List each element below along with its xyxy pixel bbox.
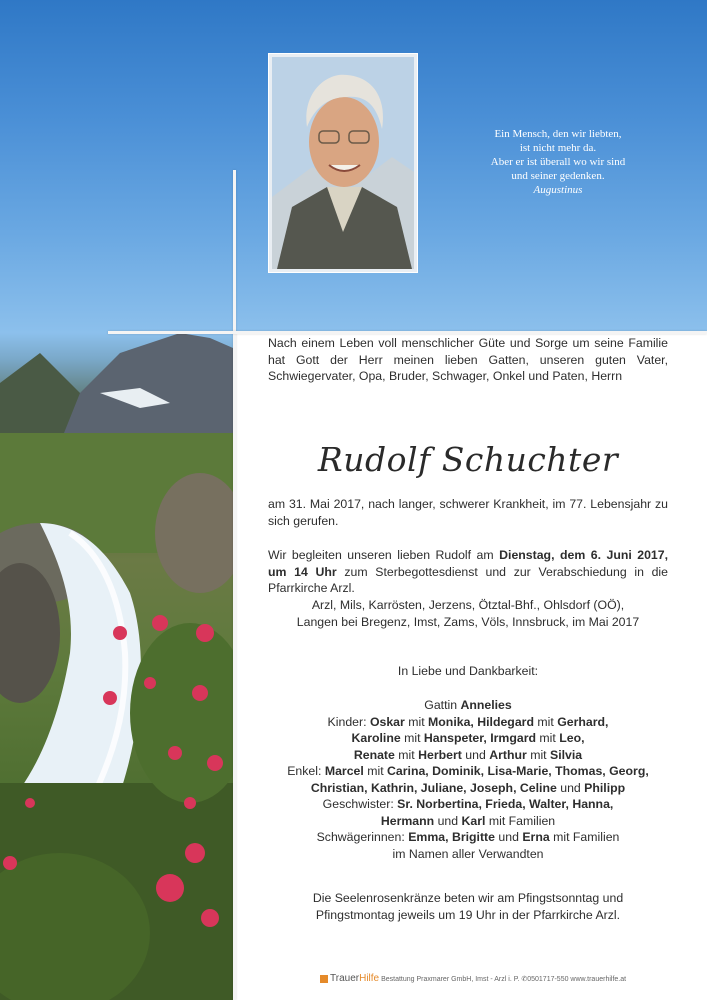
portrait-photo	[268, 53, 418, 273]
family-siblings-2	[268, 813, 668, 830]
thanks-line: In Liebe und Dankbarkeit:	[397, 664, 539, 678]
family-children-3	[268, 747, 668, 764]
child-name: Hanspeter, Irmgard	[423, 731, 536, 745]
children-label: Kinder:	[327, 714, 370, 729]
connector: mit Familien	[549, 830, 620, 844]
child-name: Renate	[353, 747, 395, 762]
family-siblings-1	[268, 796, 668, 813]
cross-vertical-beam	[233, 170, 236, 1000]
deceased-name: Rudolf Schuchter	[317, 440, 619, 479]
inlaw-name: Emma, Brigitte	[408, 830, 495, 844]
connector: und	[494, 830, 523, 844]
footer-text: Bestattung Praxmarer GmbH, Imst - Arzl i. P. ✆0501717-550 www.trauerhilfe.at	[381, 976, 627, 983]
grandchild-name: Christian, Kathrin, Juliane, Joseph, Celine	[310, 780, 557, 795]
rosary-line: Die Seelenrosenkränze beten wir am Pfingstsonntag und	[312, 891, 624, 905]
places-line: Arzl, Mils, Karrösten, Jerzens, Ötztal-Bhf., Ohlsdorf (OÖ),	[311, 598, 625, 612]
quote-line: ist nicht mehr da.	[519, 142, 597, 154]
rosary-line: Pfingstmontag jeweils um 19 Uhr in der Pfarrkirche Arzl.	[315, 907, 621, 922]
footer	[320, 973, 700, 984]
quote-line: und seiner gedenken.	[511, 170, 605, 182]
footer-brand	[330, 973, 379, 984]
child-name: Oskar	[369, 714, 405, 729]
connector: mit	[400, 731, 424, 745]
grandchild-name: Carina, Dominik, Lisa-Marie, Thomas, Georg,	[387, 764, 649, 778]
child-name: Karoline	[351, 731, 401, 745]
funeral-date: Dienstag, dem 6. Juni 2017, um 14 Uhr	[268, 548, 669, 579]
child-name: Leo,	[559, 731, 585, 745]
connector: mit	[536, 731, 560, 745]
places-line: Langen bei Bregenz, Imst, Zams, Völs, Innsbruck, im Mai 2017	[296, 614, 640, 629]
funeral-paragraph	[268, 547, 668, 597]
family-inlaws	[268, 829, 668, 846]
child-name: Silvia	[550, 747, 583, 762]
connector: mit Familien	[485, 813, 556, 828]
connector: mit	[533, 714, 558, 729]
memorial-quote	[478, 127, 638, 197]
sibling-name: Karl	[461, 813, 486, 828]
intro-paragraph: Nach einem Leben voll menschlicher Güte und Sorge um seine Familie hat Gott der Herr meinen lieben Gatten, unseren guten Vater, Schwiegervater, Opa, Bruder, Schwager, Onkel und Paten, Herrn	[268, 336, 668, 383]
child-name: Monika, Hildegard	[428, 714, 534, 729]
inlaw-name: Erna	[522, 830, 550, 844]
funeral-post: zum Sterbegottesdienst und zur Verabschiedung in die Pfarrkirche Arzl.	[268, 564, 668, 595]
grandchildren-label: Enkel:	[287, 764, 325, 778]
wife-label: Gattin	[424, 698, 461, 712]
child-name: Arthur	[489, 747, 527, 762]
child-name: Herbert	[418, 747, 462, 762]
wife-name: Annelies	[460, 698, 512, 712]
connector: mit	[394, 747, 419, 762]
connector: mit	[526, 747, 551, 762]
inlaws-label: Schwägerinnen:	[316, 830, 409, 844]
connector: und	[461, 747, 490, 762]
connector: mit	[404, 714, 429, 729]
family-wife	[268, 697, 668, 714]
landscape-image	[0, 333, 233, 1000]
trauerhilfe-logo-icon	[320, 975, 328, 983]
child-name: Gerhard,	[557, 714, 609, 729]
family-grandchildren-1	[268, 763, 668, 780]
family-relatives: im Namen aller Verwandten	[392, 846, 544, 861]
cross-horizontal-beam	[108, 331, 707, 334]
funeral-pre: Wir begleiten unseren lieben Rudolf am	[268, 548, 500, 562]
sibling-name: Sr. Norbertina, Frieda, Walter, Hanna,	[397, 797, 614, 811]
places-block	[268, 597, 668, 630]
connector: und	[556, 780, 585, 795]
family-grandchildren-2	[268, 780, 668, 797]
connector: und	[434, 813, 462, 828]
family-children-1	[268, 714, 668, 731]
grandchild-name: Marcel	[324, 764, 364, 778]
brand-part: Hilfe	[359, 973, 380, 984]
quote-author: Augustinus	[533, 184, 583, 196]
quote-line: Aber er ist überall wo wir sind	[490, 156, 626, 168]
rosary-block	[268, 890, 668, 923]
grandchild-name: Philipp	[584, 780, 626, 795]
sibling-name: Hermann	[380, 813, 435, 828]
brand-part: Trauer	[330, 973, 360, 984]
siblings-label: Geschwister:	[322, 797, 398, 811]
family-children-2	[268, 730, 668, 747]
family-list	[268, 697, 668, 862]
death-paragraph: am 31. Mai 2017, nach langer, schwerer Krankheit, im 77. Lebensjahr zu sich gerufen.	[268, 497, 668, 528]
connector: mit	[363, 764, 388, 778]
quote-line: Ein Mensch, den wir liebten,	[494, 128, 622, 140]
